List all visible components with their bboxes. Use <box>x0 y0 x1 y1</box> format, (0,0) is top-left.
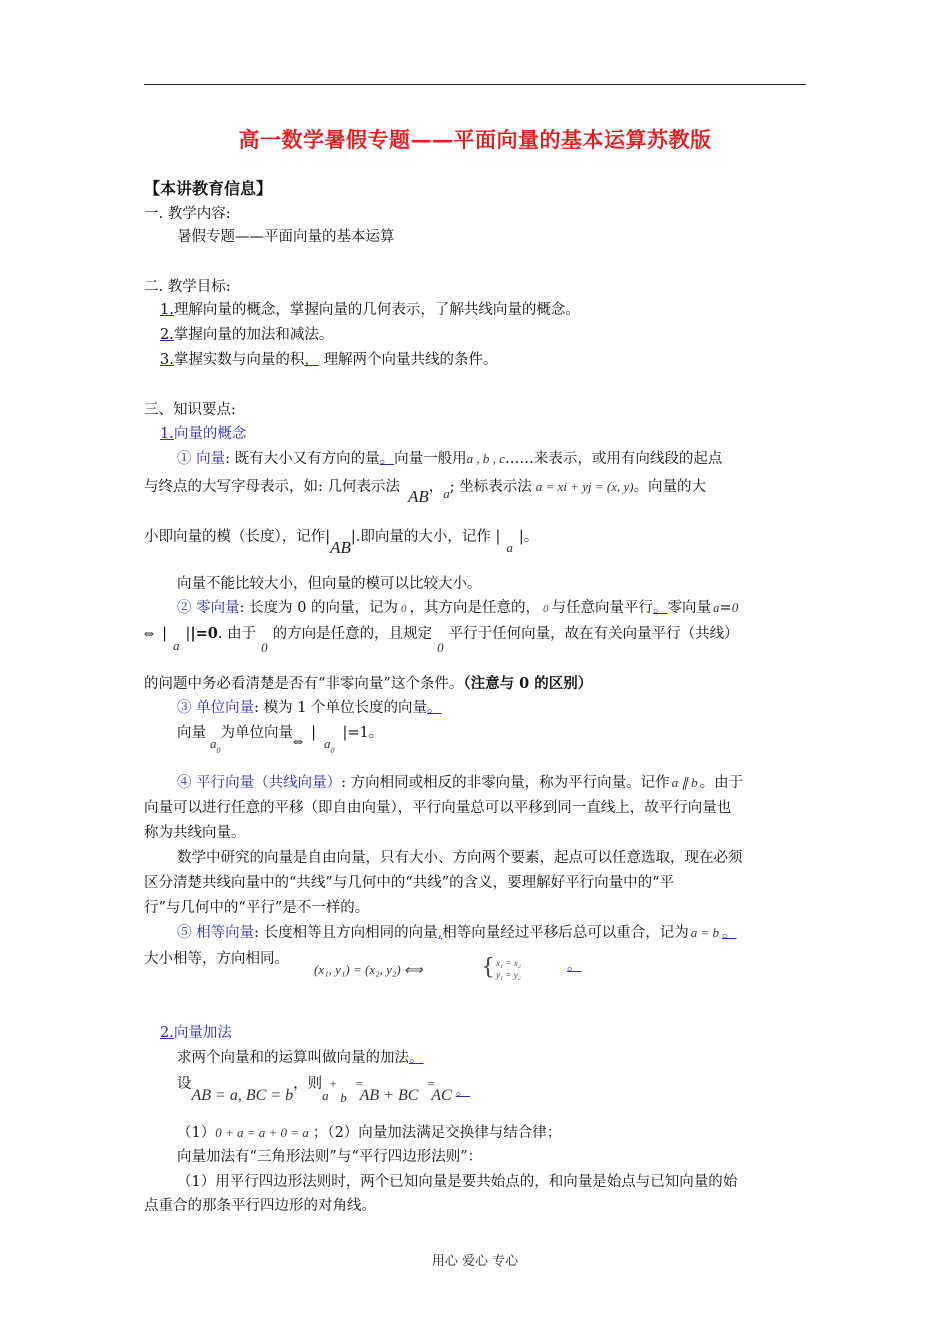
vector-compare: 向量不能比较大小，但向量的模可以比较大小。 <box>177 576 482 592</box>
unit-vector-def: 向量$a_0$为单位向量$_\Leftrightarrow|a_0|=1$。 <box>177 725 384 755</box>
parallel-vector-2: 向量可以进行任意的平移（即自由向量），平行向量总可以平移到同一直线上，故平行向量也 <box>144 800 732 816</box>
add-rules: 向量加法有“三角形法则”与“平行四边形法则”： <box>177 1149 483 1165</box>
free-vector-3: 行”与几何中的“平行”是不一样的。 <box>144 900 370 916</box>
parallelogram-rule-2: 点重合的那条平行四边形的对角线。 <box>144 1198 376 1214</box>
s3-heading: 三、知识要点: <box>144 402 236 418</box>
parallelogram-rule-1: （1）用平行四边形法则时，两个已知向量是要共始点的，和向量是始点与已知向量的始 <box>177 1174 738 1190</box>
goal-1: 1.理解向量的概念，掌握向量的几何表示，了解共线向量的概念。 <box>160 302 580 318</box>
vector-definition: ① 向量: 既有大小又有方向的量。向量一般用a , b , c……来表示，或用有向线段的起点 <box>177 451 723 467</box>
zero-vector-note: ⇔ |a||=0. 由于0的方向是任意的，且规定0平行于任何向量，故在有关向量平行（共线） <box>144 625 739 655</box>
parallel-vector: ④ 平行向量（共线向量）: 方向相同或相反的非零向量，称为平行向量。记作 a ∥ b 。由于 <box>177 775 744 791</box>
k1-heading: 1.向量的概念 <box>160 426 247 442</box>
zero-vector: ② 零向量: 长度为 0 的向量，记为 0 ，其方向是任意的， 0 与任意向量平行。零向量 a=0 <box>177 600 739 616</box>
s2-heading: 二. 教学目标: <box>144 279 231 295</box>
unit-vector: ③ 单位向量: 模为 1 个单位长度的向量。 <box>177 700 442 716</box>
parallel-vector-3: 称为共线向量。 <box>144 825 246 841</box>
goal-2: 2.掌握向量的加法和减法。 <box>160 327 334 343</box>
system-eq-1: x₁ = x₂ <box>496 958 521 968</box>
section-header: 【本讲教育信息】 <box>144 179 273 198</box>
free-vector-2: 区分清楚共线向量中的“共线”与几何中的“共线”的含义，要理解好平行向量中的“平 <box>144 875 675 891</box>
k2-heading: 2.向量加法 <box>160 1025 232 1041</box>
add-formula-line: 设AB = a, BC = b，则a+b=AB + BC=AC 。 <box>177 1076 471 1105</box>
header-rule <box>144 84 806 85</box>
add-def: 求两个向量和的运算叫做向量的加法。 <box>177 1050 424 1066</box>
equal-vector: ⑤ 相等向量: 长度相等且方向相同的向量,相等向量经过平移后总可以重合，记为 a = b 。 <box>177 925 737 941</box>
system-dot: 。 <box>567 958 582 974</box>
vector-modulus: 小即向量的模（长度），记作|AB|.即向量的大小，记作 |a|。 <box>144 529 539 557</box>
s1-heading: 一. 教学内容: <box>144 206 231 222</box>
page-footer: 用心 爱心 专心 <box>431 1254 519 1269</box>
add-properties: （1）0 + a = a + 0 = a ；（2）向量加法满足交换律与结合律； <box>177 1125 562 1141</box>
goal-3: 3.掌握实数与向量的积， 理解两个向量共线的条件。 <box>160 352 498 368</box>
equal-vector-2: 大小相等，方向相同。 <box>144 951 289 967</box>
equal-coordinates-formula: (x₁, y₁) = (x₂, y₂) ⟺ <box>314 962 423 977</box>
zero-vector-condition: 的问题中务必看清楚是否有“非零向量”这个条件。（注意与 0 的区别） <box>144 675 593 692</box>
brace-icon: { <box>481 955 495 980</box>
system-eq-2: y₁ = y₂ <box>496 970 521 980</box>
free-vector-1: 数学中研究的向量是自由向量，只有大小、方向两个要素，起点可以任意选取，现在必须 <box>177 850 743 866</box>
document-title: 高一数学暑假专题——平面向量的基本运算苏教版 <box>238 127 712 152</box>
vector-notation: 与终点的大写字母表示，如: 几何表示法 AB，a; 坐标表示法 a = xi + yj = (x, y)。向量的大 <box>144 479 707 506</box>
s1-content: 暑假专题——平面向量的基本运算 <box>177 229 395 245</box>
